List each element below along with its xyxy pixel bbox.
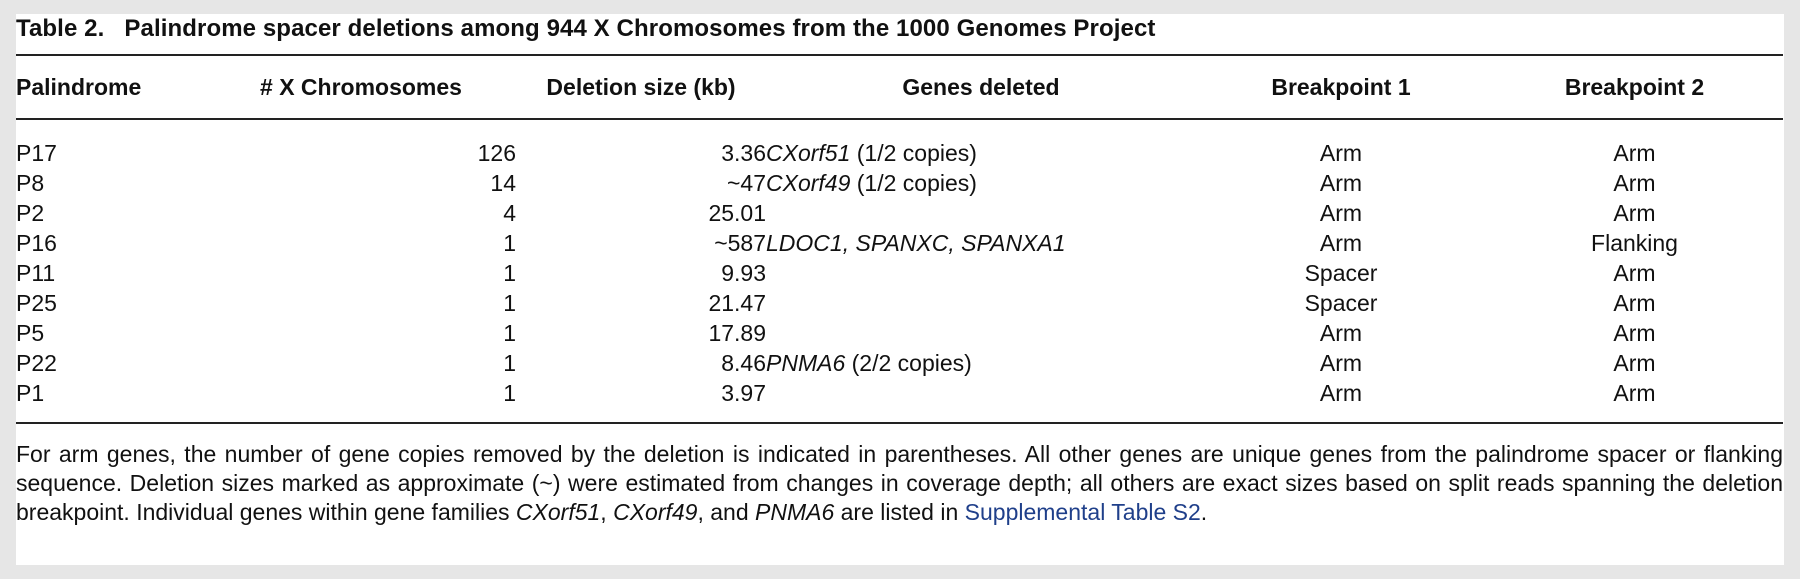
cell-deletion-size-value: 21.47 — [708, 290, 766, 316]
header-x-chromosomes: # X Chromosomes — [260, 73, 462, 100]
cell-deletion-size-value: ~47 — [726, 170, 766, 196]
cell-x-chromosomes — [206, 348, 516, 378]
header-spacer — [16, 120, 1783, 138]
cell-x-chromosomes — [206, 138, 516, 168]
cell-x-chromosomes-value: 1 — [503, 230, 516, 256]
cell-deletion-size — [516, 288, 766, 318]
table-row — [16, 138, 1783, 168]
cell-genes-deleted — [766, 318, 1196, 348]
cell-genes-deleted — [766, 198, 1196, 228]
cell-genes-deleted — [766, 138, 1196, 168]
cell-palindrome: P2 — [16, 200, 45, 226]
cell-x-chromosomes — [206, 228, 516, 258]
cell-x-chromosomes-value: 1 — [503, 320, 516, 346]
cell-x-chromosomes-value: 1 — [503, 290, 516, 316]
table-row — [16, 168, 1783, 198]
table-footnote — [16, 440, 1783, 527]
table-row — [16, 288, 1783, 318]
cell-palindrome: P16 — [16, 230, 57, 256]
cell-x-chromosomes — [206, 318, 516, 348]
cell-x-chromosomes — [206, 198, 516, 228]
cell-palindrome: P5 — [16, 320, 45, 346]
cell-x-chromosomes-value: 126 — [477, 140, 516, 166]
cell-x-chromosomes-value: 1 — [503, 260, 516, 286]
document-page — [16, 14, 1784, 565]
cell-deletion-size — [516, 198, 766, 228]
cell-x-chromosomes-value: 4 — [503, 200, 516, 226]
cell-x-chromosomes — [206, 168, 516, 198]
cell-breakpoint-1: Arm — [1319, 350, 1363, 376]
cell-breakpoint-2: Arm — [1613, 140, 1656, 166]
data-table — [16, 56, 1783, 408]
bottom-rule — [16, 422, 1783, 424]
footnote-text-2: are listed in — [834, 499, 965, 525]
gene-names: CXorf51 — [766, 140, 851, 166]
cell-deletion-size-value: 9.93 — [721, 260, 766, 286]
footnote-sep-2: , and — [697, 499, 755, 525]
cell-x-chromosomes — [206, 258, 516, 288]
table-row — [16, 318, 1783, 348]
cell-deletion-size — [516, 168, 766, 198]
cell-genes-deleted — [766, 348, 1196, 378]
cell-breakpoint-2: Arm — [1613, 290, 1656, 316]
supplemental-table-link[interactable]: Supplemental Table S2 — [964, 499, 1201, 525]
cell-breakpoint-1: Spacer — [1304, 290, 1378, 316]
gene-copy-note: (2/2 copies) — [845, 350, 972, 376]
gene-copy-note: (1/2 copies) — [850, 140, 977, 166]
cell-breakpoint-2: Arm — [1613, 350, 1656, 376]
table-row — [16, 198, 1783, 228]
cell-x-chromosomes-value: 1 — [503, 350, 516, 376]
footnote-end: . — [1200, 499, 1208, 525]
cell-breakpoint-2: Arm — [1613, 200, 1656, 226]
table-caption — [16, 14, 1783, 46]
footnote-gene-2: CXorf49 — [613, 499, 698, 525]
table-row — [16, 378, 1783, 408]
cell-deletion-size-value: 8.46 — [721, 350, 766, 376]
cell-genes-deleted — [766, 228, 1196, 258]
cell-deletion-size-value: 3.36 — [721, 140, 766, 166]
cell-palindrome: P22 — [16, 350, 57, 376]
footnote-gene-3: PNMA6 — [755, 499, 835, 525]
table-row — [16, 258, 1783, 288]
header-row — [16, 56, 1783, 119]
footnote-sep-1: , — [600, 499, 614, 525]
header-breakpoint-2: Breakpoint 2 — [1564, 73, 1705, 100]
cell-deletion-size-value: 17.89 — [708, 320, 766, 346]
cell-genes-deleted — [766, 378, 1196, 408]
cell-breakpoint-2: Arm — [1613, 320, 1656, 346]
cell-breakpoint-1: Arm — [1319, 380, 1363, 406]
gene-copy-note: (1/2 copies) — [850, 170, 977, 196]
gene-names: CXorf49 — [766, 170, 851, 196]
cell-x-chromosomes-value: 1 — [503, 380, 516, 406]
cell-deletion-size — [516, 258, 766, 288]
table-body — [16, 138, 1783, 408]
table-title: Palindrome spacer deletions among 944 X Chromosomes from the 1000 Genomes Project — [124, 15, 1156, 42]
cell-genes-deleted — [766, 258, 1196, 288]
cell-x-chromosomes — [206, 288, 516, 318]
cell-x-chromosomes-value: 14 — [490, 170, 516, 196]
footnote-gene-1: CXorf51 — [515, 499, 601, 525]
cell-breakpoint-2: Arm — [1613, 170, 1656, 196]
header-deletion-size: Deletion size (kb) — [546, 73, 736, 100]
table-row — [16, 228, 1783, 258]
cell-deletion-size — [516, 318, 766, 348]
header-palindrome: Palindrome — [16, 73, 142, 100]
cell-breakpoint-1: Arm — [1319, 320, 1363, 346]
cell-deletion-size — [516, 228, 766, 258]
cell-palindrome: P8 — [16, 170, 45, 196]
cell-palindrome: P1 — [16, 380, 45, 406]
cell-breakpoint-2: Flanking — [1591, 230, 1678, 256]
cell-genes-deleted — [766, 168, 1196, 198]
cell-genes-deleted — [766, 288, 1196, 318]
cell-deletion-size-value: 3.97 — [721, 380, 766, 406]
table-figure — [16, 14, 1783, 527]
table-row — [16, 348, 1783, 378]
footnote-text-1: For arm genes, the number of gene copies removed by the deletion is indicated in parentheses. All other genes are unique genes from the palindrome spacer or flanking sequence. Deletion sizes marked as approximate (~) were estimated from changes in coverage depth; all others are exact sizes based on split reads spanning the deletion breakpoint. Individual genes within gene families — [16, 441, 1783, 525]
cell-deletion-size-value: ~587 — [714, 230, 766, 256]
cell-deletion-size — [516, 378, 766, 408]
cell-palindrome: P25 — [16, 290, 57, 316]
cell-palindrome: P11 — [16, 260, 56, 286]
gene-names: PNMA6 — [766, 350, 846, 376]
cell-deletion-size — [516, 138, 766, 168]
header-breakpoint-1: Breakpoint 1 — [1271, 73, 1411, 100]
cell-breakpoint-1: Arm — [1319, 170, 1363, 196]
cell-breakpoint-2: Arm — [1613, 380, 1656, 406]
cell-breakpoint-1: Arm — [1319, 200, 1363, 226]
cell-breakpoint-1: Arm — [1319, 230, 1363, 256]
gene-names: LDOC1, SPANXC, SPANXA1 — [766, 230, 1066, 256]
cell-breakpoint-2: Arm — [1613, 260, 1656, 286]
cell-deletion-size-value: 25.01 — [708, 200, 766, 226]
cell-breakpoint-1: Spacer — [1304, 260, 1378, 286]
cell-deletion-size — [516, 348, 766, 378]
cell-x-chromosomes — [206, 378, 516, 408]
cell-breakpoint-1: Arm — [1319, 140, 1363, 166]
header-genes-deleted: Genes deleted — [902, 73, 1060, 100]
table-label: Table 2. — [16, 15, 105, 42]
cell-palindrome: P17 — [16, 140, 57, 166]
